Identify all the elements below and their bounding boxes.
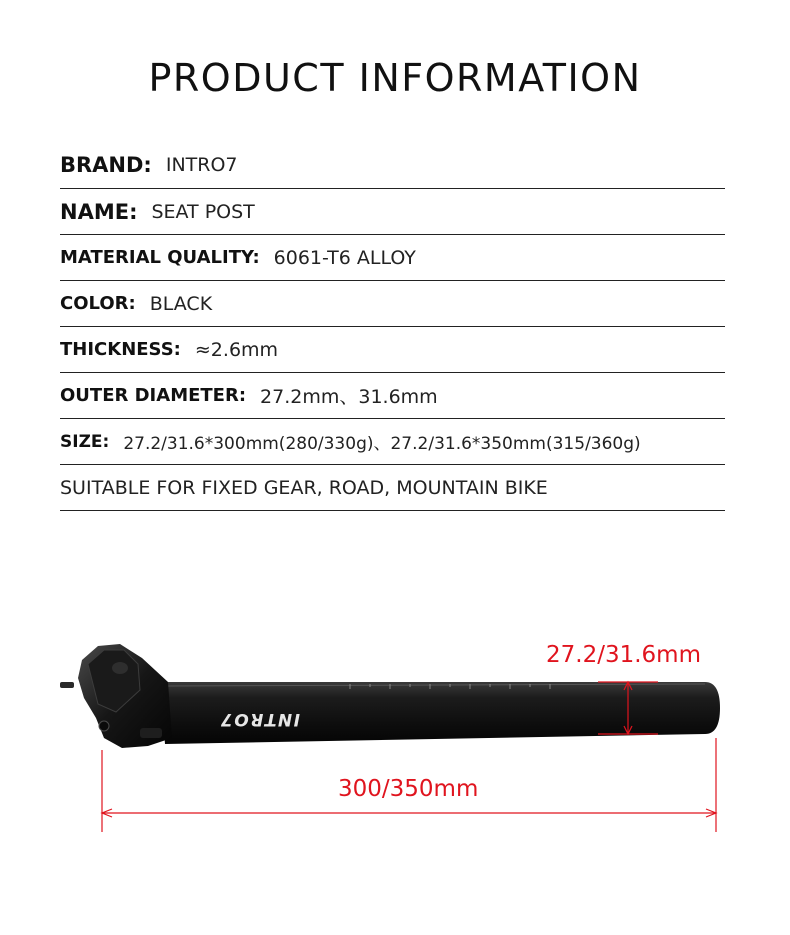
- spec-row-name: [60, 189, 725, 235]
- spec-label-thickness: THICKNESS:: [60, 339, 181, 360]
- spec-label-color: COLOR:: [60, 293, 136, 314]
- spec-value-suitable: SUITABLE FOR FIXED GEAR, ROAD, MOUNTAIN BIKE: [60, 476, 548, 499]
- diameter-label: 27.2/31.6mm: [546, 642, 701, 668]
- spec-row-material: [60, 235, 725, 281]
- spec-value-material: 6061-T6 ALLOY: [273, 246, 416, 269]
- spec-label-size: SIZE:: [60, 431, 110, 452]
- spec-label-material: MATERIAL QUALITY:: [60, 247, 260, 268]
- spec-value-brand: INTRO7: [165, 154, 238, 176]
- spec-value-color: BLACK: [149, 292, 213, 315]
- product-area: [0, 620, 790, 860]
- spec-row-outer-diameter: [60, 373, 725, 419]
- spec-label-outer-diameter: OUTER DIAMETER:: [60, 385, 247, 406]
- spec-table: [60, 142, 725, 511]
- spec-row-suitable: [60, 465, 725, 511]
- spec-row-size: [60, 419, 725, 465]
- spec-value-thickness: ≈2.6mm: [194, 338, 279, 361]
- seat-post-clamp-head: [60, 644, 172, 748]
- spec-row-brand: [60, 142, 725, 189]
- brand-logo: INTRO7: [219, 709, 300, 729]
- spec-value-size: 27.2/31.6*300mm(280/330g)、27.2/31.6*350mm(315/360g): [123, 434, 641, 454]
- spec-row-color: [60, 281, 725, 327]
- length-label: 300/350mm: [338, 776, 479, 802]
- page-title: PRODUCT INFORMATION: [148, 56, 642, 100]
- spec-value-name: SEAT POST: [151, 200, 255, 223]
- spec-label-name: NAME:: [60, 199, 138, 224]
- spec-row-thickness: [60, 327, 725, 373]
- spec-label-brand: BRAND:: [60, 153, 152, 177]
- spec-value-outer-diameter: 27.2mm、31.6mm: [260, 386, 438, 408]
